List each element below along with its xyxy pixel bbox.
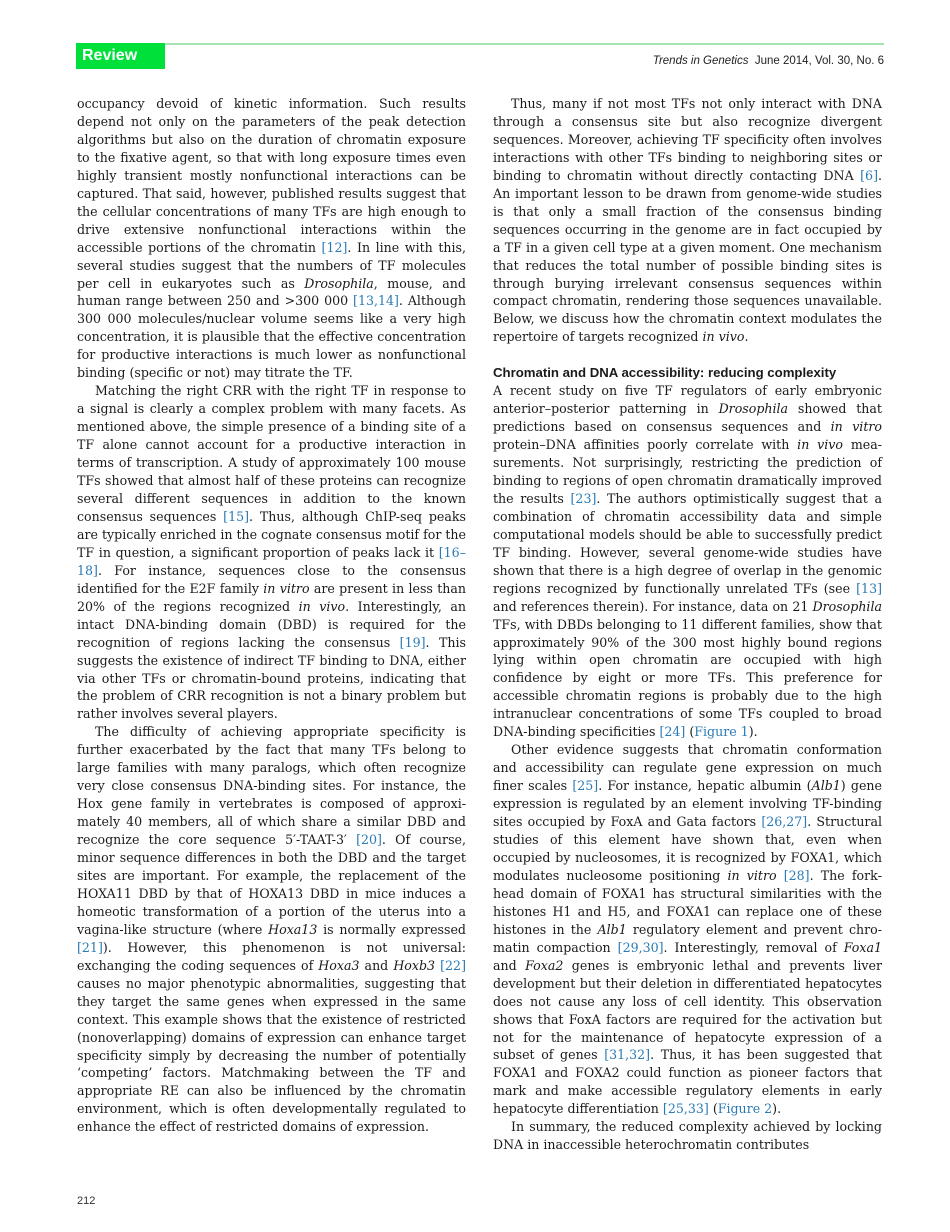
text-run: ). However, this phenomenon is not universal: exchanging the coding sequences of — [77, 939, 466, 973]
citation-link[interactable]: [29,30] — [617, 939, 664, 955]
italic-term: in vitro — [727, 867, 777, 883]
italic-term: Drosophila — [718, 401, 789, 417]
italic-term: Hoxb3 — [393, 957, 436, 973]
text-run: occupancy devoid of kinetic information. Such results depend not only on the parameters of the peak detection algorithms but also on the duration of chromatin exposure to the fixative agent, so that with long exposure times even highly transient mostly nonfunctional interactions can be captured. That said, however, published results suggest that the cellular concentrations of many TFs are high enough to drive extensive nonfunctional interactions within the accessible portions of the chromatin — [77, 96, 466, 255]
text-run: Thus, many if not most TFs not only interact with DNA through a consensus site but also recognize divergent sequences. Moreover, achieving TF specificity often involves interactions with other TFs binding to neighboring sites or binding to chromatin without directly contacting DNA — [493, 96, 882, 183]
italic-term: Alb1 — [811, 778, 841, 794]
citation-link[interactable]: [23] — [570, 490, 597, 506]
text-run: Other evidence suggests that chromatin conformation and accessibility can regulate gene expression on much finer scales — [493, 742, 882, 794]
text-run: The difficulty of achieving appropriate specificity is further exacerbated by the fact that many TFs belong to large families with many paralogs, which often recognize very close consensus DNA-binding sites. For instance, the Hox gene family in vertebrates is composed of approximately 40 members, all of which share a similar DBD and recognize the core sequence 5′-TAAT-3′ — [77, 724, 466, 848]
header-rule — [76, 43, 884, 45]
text-run: . Of course, minor sequence differences in both the DBD and the target sites are important. For example, the replacement of the HOXA11 DBD by that of HOXA13 DBD in mice induces a homeotic transformation of a portion of the uterus into a vagina-like structure (where — [77, 832, 466, 937]
paragraph — [77, 723, 466, 1136]
italic-term: Foxa1 — [843, 939, 882, 955]
text-run: . In line with this, several studies suggest that the numbers of TF molecules per cell in eukaryotes such as — [77, 239, 466, 291]
text-run: . This suggests the existence of indirect TF binding to DNA, either via other TFs or chromatin-bound proteins, indicating that the problem of CRR recognition is not a binary problem but rather involves several players. — [77, 634, 466, 722]
citation-link[interactable]: [6] — [860, 167, 878, 183]
text-run: A recent study on five TF regulators of early embryonic anterior–posterior patterning in — [493, 383, 882, 417]
text-run: . Structural studies of this element have shown that, even when occupied by nucleosomes, it is recognized by FOXA1, which modulates nucleosome positioning — [493, 814, 882, 883]
text-run: measurements. Not surprisingly, restricting the prediction of binding to regions of open chromatin dramatically improved the results — [493, 437, 882, 506]
text-run: . The forkhead domain of FOXA1 has structural similarities with the histones H1 and H5, and FOXA1 can replace one of these histones in the — [493, 867, 882, 937]
text-run: . — [744, 329, 749, 345]
issue-info: June 2014, Vol. 30, No. 6 — [754, 55, 884, 67]
citation-link[interactable]: [26,27] — [761, 814, 808, 830]
text-run: and — [359, 957, 394, 973]
text-run: . For instance, sequences close to the consensus identified for the E2F family — [77, 562, 466, 596]
paragraph — [493, 1118, 882, 1154]
text-run: . Thus, it has been suggested that FOXA1 and FOXA2 could function as pioneer factors that mark and make accessible regulatory elements in early hepatocyte differentiation — [493, 1047, 882, 1117]
text-run: . An important lesson to be drawn from genome-wide studies is that only a small fraction of the consensus binding sequences occurring in the genome are in fact occupied by a TF in a given cell type at a given moment. One mechanism that reduces the total number of possible binding sites is through burying irrelevant consensus sequences within compact chromatin, rendering those sequences unavailable. Below, we discuss how the chromatin context modulates the repertoire of targets recognized — [493, 167, 882, 345]
text-run: regulatory element and prevent chromatin compaction — [493, 921, 882, 955]
citation-link[interactable]: [31,32] — [604, 1047, 651, 1063]
citation-link[interactable]: Figure 1 — [694, 724, 749, 740]
citation-link[interactable]: [13,14] — [353, 293, 399, 309]
text-run: . Interestingly, removal of — [663, 939, 844, 955]
text-run: . The authors optimistically suggest that a combination of chromatin accessibility data and simple computational models should be able to successfully predict TF binding. However, several genome-wide studies have shown that there is a high degree of overlap in the genomic regions recognized by functionally unrelated TFs (see — [493, 490, 882, 596]
text-run: ) gene expression is regulated by an element involving TF-binding sites occupied by FoxA and Gata factors — [493, 778, 882, 830]
citation-link[interactable]: [21] — [77, 939, 103, 955]
paragraph — [493, 382, 882, 741]
citation-link[interactable]: [22] — [440, 957, 466, 973]
section-badge: Review — [76, 43, 165, 69]
italic-term: in vivo — [797, 437, 843, 453]
paragraph — [77, 382, 466, 723]
text-run: . For instance, hepatic albumin ( — [598, 778, 812, 794]
text-run: genes is embryonic lethal and prevents liver development but their deletion in differentiated hepatocytes does not cause any loss of cell identity. This observation shows that FoxA factors are required for the activation but not for the maintenance of hepatocyte expression of a subset of genes — [493, 957, 882, 1063]
italic-term: Drosophila — [812, 598, 882, 614]
page-number: 212 — [77, 1195, 96, 1207]
left-column — [77, 95, 466, 1136]
text-run: ( — [685, 724, 695, 740]
citation-link[interactable]: [16–18] — [77, 544, 466, 578]
text-run: . Interestingly, an intact DNA-binding domain (DBD) is required for the recognition of regions lacking the consensus — [77, 598, 467, 650]
right-column-intro — [493, 95, 882, 346]
italic-term: Drosophila — [304, 275, 374, 291]
citation-link[interactable]: [12] — [321, 239, 348, 255]
text-run: causes no major phenotypic abnormalities, suggesting that they target the same genes when expressed in the same context. This example shows that the existence of restricted (nonoverlapping) domains of expression can enhance target specificity simply by decreasing the number of potentially ‘competing’ factors. Matchmaking between the TF and appropriate RE can also be influenced by the chromatin environment, which is often developmentally regulated to enhance the effect of restricted domains of expression. — [77, 975, 466, 1135]
citation-link[interactable]: [28] — [783, 867, 810, 883]
journal-name: Trends in Genetics — [652, 55, 749, 67]
italic-term: Hoxa13 — [268, 921, 318, 937]
italic-term: Hoxa3 — [318, 957, 360, 973]
italic-term: Foxa2 — [525, 957, 564, 973]
citation-link[interactable]: [13] — [856, 580, 882, 596]
paragraph — [493, 95, 882, 346]
text-run: are present in less than 20% of the regions recognized — [77, 580, 466, 614]
citation-link[interactable]: [25,33] — [662, 1101, 709, 1117]
italic-term: Alb1 — [597, 921, 627, 937]
text-run: TFs, with DBDs belonging to 11 different families, show that approximately 90% of the 300 most highly bound regions lying within open chromatin are occupied with high confidence by eight or more TFs. This preference for accessible chromatin regions is probably due to the high intranuclear concentrations of some TFs coupled to broad DNA-binding specificities — [493, 616, 882, 740]
text-run: In summary, the reduced complexity achieved by locking DNA in inaccessible heterochromatin contributes — [493, 1119, 882, 1153]
text-run: ). — [748, 724, 758, 740]
text-run: showed that predictions based on consensus sequences and — [493, 401, 882, 435]
italic-term: in vitro — [830, 419, 882, 435]
right-column-body — [493, 382, 882, 1154]
text-run: and references therein). For instance, data on 21 — [493, 598, 813, 614]
text-run: ( — [708, 1101, 718, 1117]
text-run: ). — [772, 1101, 782, 1117]
italic-term: in vitro — [263, 580, 310, 596]
journal-citation — [653, 55, 884, 67]
section-heading: Chromatin and DNA accessibility: reducing complexity — [493, 365, 837, 381]
text-run: , mouse, and human range between 250 and >300 000 — [77, 275, 466, 309]
italic-term: in vivo — [702, 329, 745, 345]
text-run: . Thus, although ChIP-seq peaks are typically enriched in the cognate consensus motif for the TF in question, a significant proportion of peaks lack it — [77, 508, 466, 560]
citation-link[interactable]: [24] — [659, 724, 686, 740]
citation-link[interactable]: [19] — [399, 634, 426, 650]
citation-link[interactable]: [25] — [572, 778, 599, 794]
text-run — [777, 868, 784, 883]
citation-link[interactable]: [20] — [356, 832, 382, 848]
italic-term: in vivo — [298, 598, 346, 614]
paragraph — [493, 741, 882, 1118]
text-run: is normally expressed — [317, 921, 466, 937]
text-run: and — [493, 957, 526, 973]
paragraph — [77, 95, 466, 382]
text-run: Matching the right CRR with the right TF in response to a signal is clearly a complex problem with many facets. As mentioned above, the simple presence of a binding site of a TF alone cannot account for a productive interaction in terms of transcription. A study of approximately 100 mouse TFs showed that almost half of these proteins can recognize several different sequences in addition to the known consensus sequences — [77, 383, 466, 524]
citation-link[interactable]: Figure 2 — [717, 1101, 773, 1117]
right-column — [493, 95, 882, 1154]
citation-link[interactable]: [15] — [223, 508, 250, 524]
text-run: . Although 300 000 molecules/nuclear volume seems like a very high concentration, it is plausible that the effective concentration for productive interactions is much lower as nonfunctional binding (specific or not) may titrate the TF. — [77, 293, 466, 381]
text-run: protein–DNA affinities poorly correlate with — [493, 437, 798, 453]
